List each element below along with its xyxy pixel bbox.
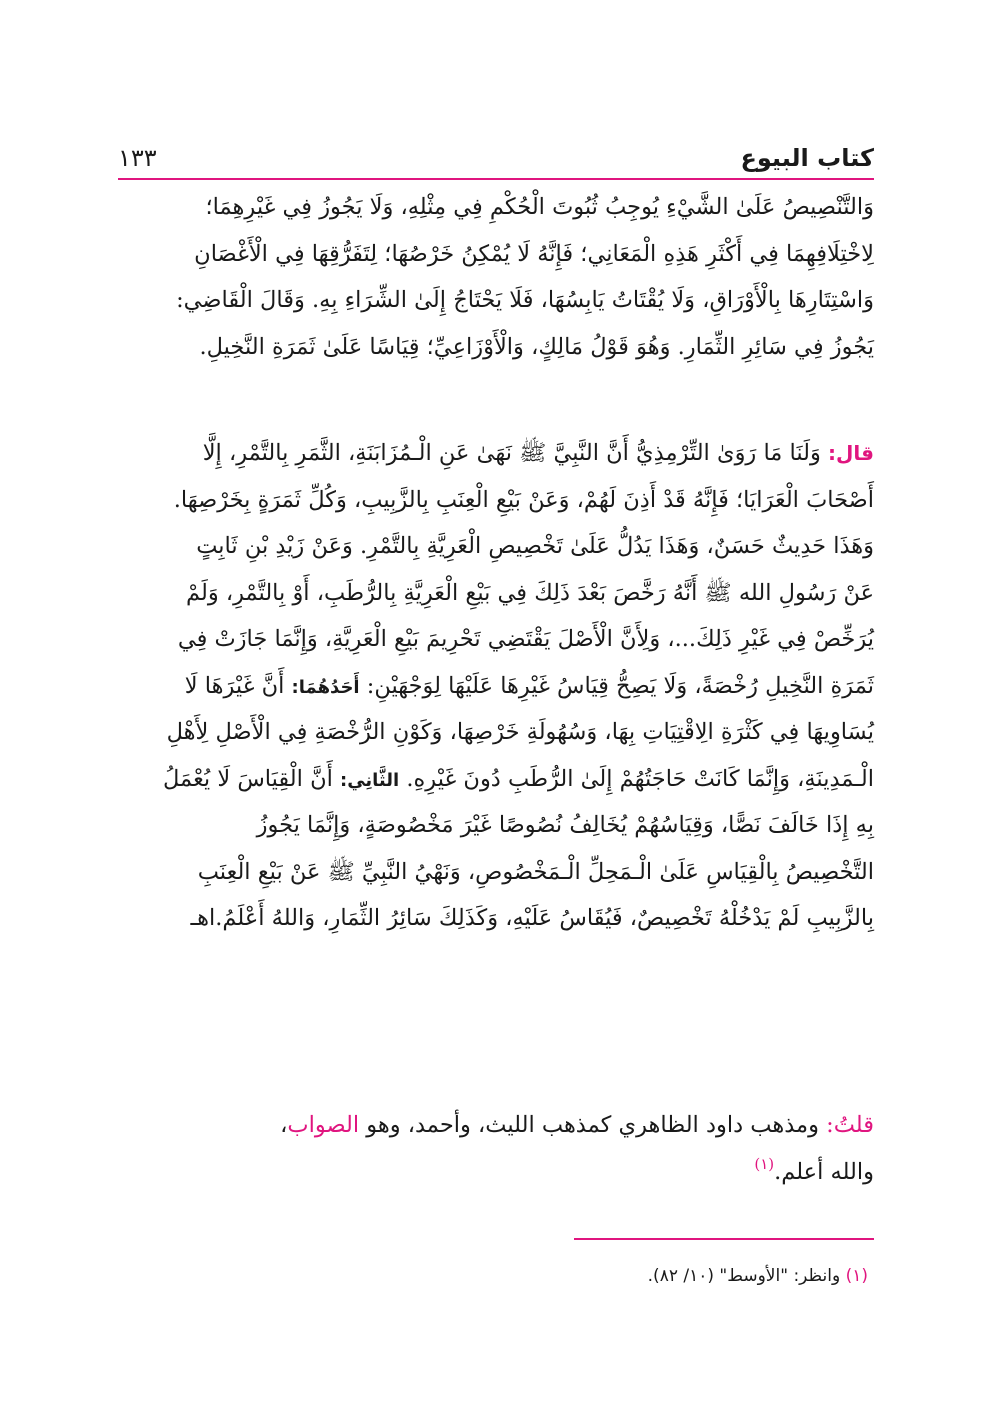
text-line: أَصْحَابَ الْعَرَايَا؛ فَإِنَّهُ قَدْ أَذِنَ لَهُمْ، وَعَنْ بَيْعِ الْعِنَبِ بِالزَّبِيبِ، وَكُلِّ ثَمَرَةٍ بِخَرْصِهَا. [173, 486, 874, 513]
text-line: وَاسْتِتَارِهَا بِالْأَوْرَاقِ، وَلَا يُقْتَاتُ يَابِسُهَا، فَلَا يَحْتَاجُ إِلَىٰ الشِّرَاءِ بِهِ. وَقَالَ الْقَاضِي: [176, 287, 874, 313]
footnote-number: (١) [845, 1266, 868, 1286]
footnote [118, 1262, 868, 1290]
second-reason-label: الثَّانِي: [340, 769, 400, 791]
text-line [118, 1102, 874, 1149]
text-line: يُسَاوِيهَا فِي كَثْرَةِ الِاقْتِيَاتِ بِهَا، وَسُهُولَةِ خَرْصِهَا، وَكَوْنِ الرُّخْصَةِ فِي الْأَصْلِ لِأَهْلِ [166, 719, 874, 745]
text-segment: والله أعلم. [774, 1158, 874, 1185]
text-line [118, 1149, 874, 1196]
page-number: ١٣٣ [118, 144, 157, 172]
text-line [118, 756, 874, 803]
text-line: يَجُوزُ فِي سَائِرِ الثِّمَارِ. وَهُوَ قَوْلُ مَالِكٍ، وَالْأَوْزَاعِيِّ؛ قِيَاسًا عَلَىٰ ثَمَرَةِ النَّخِيلِ. [199, 333, 874, 360]
text-segment: أَنَّ غَيْرَهَا لَا [184, 672, 292, 699]
text-line [118, 430, 874, 477]
text-segment: أَنَّ الْقِيَاسَ لَا يُعْمَلُ [163, 765, 340, 792]
text-line [118, 663, 874, 710]
text-line: بِهِ إِذَا خَالَفَ نَصًّا، وَقِيَاسُهُمْ يُخَالِفُ نُصُوصًا غَيْرَ مَخْصُوصَةٍ، وَإِنَّمَا يَجُوزُ [256, 812, 874, 838]
text-segment: ومذهب داود الظاهري كمذهب الليث، وأحمد، وهو [359, 1112, 827, 1138]
text-line: التَّخْصِيصُ بِالْقِيَاسِ عَلَىٰ الْـمَحِلِّ الْـمَخْصُوصِ، وَنَهْيُ النَّبِيِّ ﷺ عَنْ بَيْعِ الْعِنَبِ [197, 858, 874, 885]
text-segment: الْـمَدِينَةِ، وَإِنَّمَا كَانَتْ حَاجَتُهُمْ إِلَىٰ الرُّطَبِ دُونَ غَيْرِهِ. [399, 765, 874, 792]
header-rule [118, 178, 874, 180]
text-line: وَهَذَا حَدِيثٌ حَسَنٌ، وَهَذَا يَدُلُّ عَلَىٰ تَخْصِيصِ الْعَرِيَّةِ بِالتَّمْرِ. وَعَنْ زَيْدِ بْنِ ثَابِتٍ [196, 533, 874, 559]
text-segment: وَلَنَا مَا رَوَىٰ التِّرْمِذِيُّ أَنَّ النَّبِيَّ ﷺ نَهَىٰ عَنِ الْـمُزَابَنَةِ، الثَّمَرِ بِالتَّمْرِ، إِلَّا [202, 440, 829, 466]
text-line: عَنْ رَسُولِ الله ﷺ أَنَّهُ رَخَّصَ بَعْدَ ذَلِكَ فِي بَيْعِ الْعَرِيَّةِ بِالرُّطَبِ، أَوْ بِالتَّمْرِ، وَلَمْ [186, 579, 874, 606]
page-header [118, 128, 874, 172]
text-line: وَالتَّنْصِيصُ عَلَىٰ الشَّيْءِ يُوجِبُ ثُبُوتَ الْحُكْمِ فِي مِثْلِهِ، وَلَا يَجُوزُ فِي غَيْرِهِمَا؛ [205, 194, 874, 220]
text-segment: ثَمَرَةِ النَّخِيلِ رُخْصَةً، وَلَا يَصِحُّ قِيَاسُ غَيْرِهَا عَلَيْهَا لِوَجْهَيْنِ: [359, 672, 874, 699]
highlight-word: الصواب [287, 1112, 360, 1138]
footnote-marker[interactable]: (١) [754, 1154, 775, 1173]
text-line: يُرَخِّصْ فِي غَيْرِ ذَلِكَ...، وَلِأَنَّ الْأَصْلَ يَقْتَضِي تَحْرِيمَ بَيْعِ الْعَرِيَّةِ، وَإِنَّمَا جَازَتْ فِي [177, 626, 874, 652]
qultu-label: قلتُ: [826, 1112, 874, 1138]
running-title: كتاب البيوع [740, 144, 874, 172]
first-reason-label: أَحَدُهُمَا: [291, 676, 360, 698]
footnote-text: وانظر: "الأوسط" (١٠/ ٨٢). [647, 1266, 846, 1286]
paragraph-1 [118, 184, 874, 370]
footnote-rule [574, 1238, 874, 1240]
qal-label: قال: [828, 441, 874, 465]
text-segment: ، [280, 1112, 288, 1138]
paragraph-2 [118, 430, 874, 942]
text-line: بِالزَّبِيبِ لَمْ يَدْخُلْهُ تَخْصِيصٌ، فَيُقَاسُ عَلَيْهِ، وَكَذَلِكَ سَائِرُ الثِّمَارِ، وَاللهُ أَعْلَمُ.اهـ [190, 905, 874, 931]
paragraph-3 [118, 1102, 874, 1195]
text-line: لِاخْتِلَافِهِمَا فِي أَكْثَرِ هَذِهِ الْمَعَانِي؛ فَإِنَّهُ لَا يُمْكِنُ خَرْصُهَا؛ لِتَفَرُّقِهَا فِي الْأَغْصَانِ [194, 240, 874, 267]
